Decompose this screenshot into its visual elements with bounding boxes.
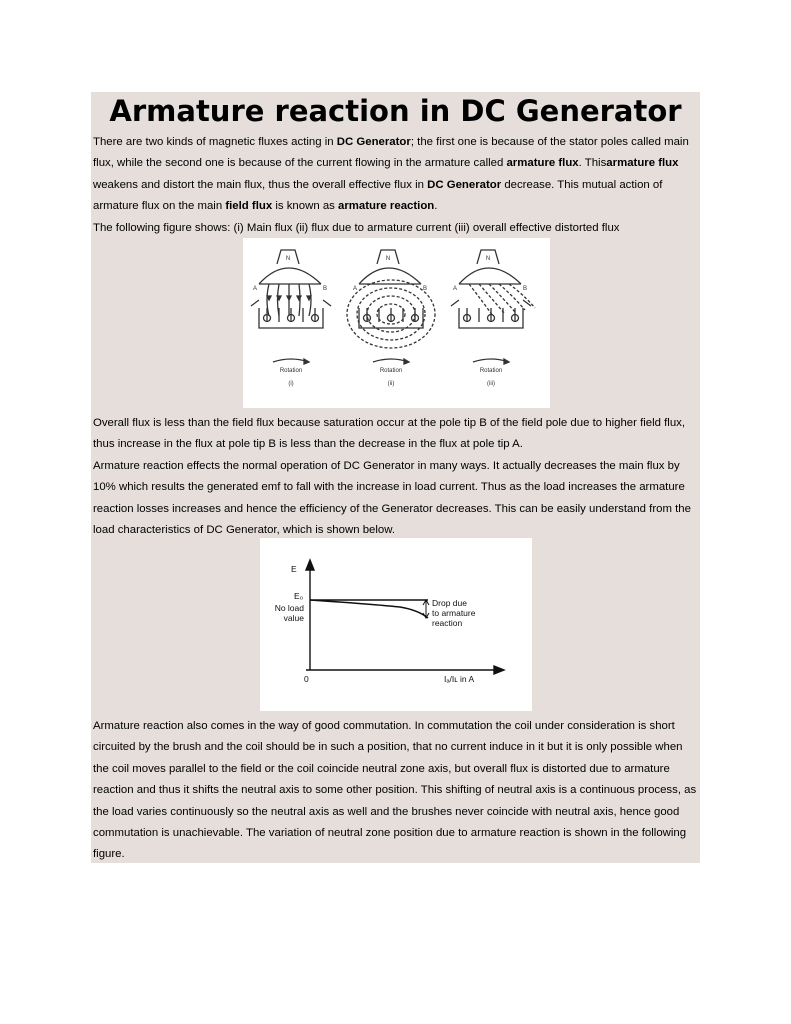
figure-label-i: (i) [288,381,294,387]
diagram-armature-flux [347,250,435,364]
commutation-paragraph: Armature reaction also comes in the way of good commutation. In commutation the coil under consideration is short circuited by the brush and the coil should be in such a position, that no current induce in it but it is only possible when the coil moves parallel to the field or the coil coincide neutral zone axis, but overall flux is distorted due to armature reaction and thus it shifts the neutral axis to some other position. This shifting of neutral axis is a continuous process, as the load varies continuously so the neutral axis as well and the brushes never coincide with neutral axis, hence good commutation is unachievable. The variation of neutral zone position due to armature reaction is shown in the following figure. [93,720,697,861]
rotation-label-2: Rotation [379,368,403,374]
y-axis-arrow [306,560,314,570]
x-axis-label: Iₐ/Iʟ in A [444,674,475,684]
y-axis-label: E [291,564,297,574]
intro-text-4: weakens and distort the main flux, thus the overall effective flux in [93,178,428,191]
intro-bold-4: DC Generator [427,178,502,191]
intro-bold-1: DC Generator [336,136,411,148]
flux-diagrams-svg [243,238,550,408]
pole-label-3: N [485,256,491,262]
drop-label-3: reaction [432,618,463,628]
load-characteristic-svg [260,538,532,711]
tip-b-label-1: B [322,286,328,292]
x-axis-arrow [494,666,504,674]
no-load-label-2: value [283,613,304,623]
intro-text-7: . [434,200,438,213]
diagram-distorted-flux [451,250,535,364]
no-load-label-1: No load [274,603,304,613]
tip-a-label-2: A [352,286,358,292]
intro-text-5: decrease. This mutual action of armature flux on the main [93,178,663,213]
intro-text-3: . This [578,157,607,170]
pole-label-1: N [285,256,291,262]
drop-label-1: Drop due [432,598,467,608]
terminal-voltage-curve [310,600,428,618]
saturation-paragraph: Overall flux is less than the field flux because saturation occur at the pole tip B of the field pole due to higher field flux, thus increase in the flux at pole tip B is less than the decrease in the flux at pole tip A. [93,417,686,451]
intro-text-6: is known as [272,200,339,213]
intro-bold-6: armature reaction [338,200,435,213]
rotation-label-1: Rotation [279,368,303,374]
intro-paragraph [93,132,699,218]
drop-label-2: to armature [432,608,476,618]
figure-caption: The following figure shows: (i) Main flux (ii) flux due to armature current (iii) overall effective distorted flux [93,222,620,234]
intro-bold-2: armature flux [506,157,579,170]
diagram-main-flux [251,250,331,364]
tip-b-label-2: B [422,286,428,292]
intro-bold-3: armature flux [606,157,679,170]
pole-label-2: N [385,256,391,262]
flux-distribution-figure [243,238,550,408]
intro-bold-5: field flux [225,200,273,213]
page-title: Armature reaction in DC Generator [109,94,682,128]
tip-a-label-3: A [452,286,458,292]
e0-label: E₀ [294,591,304,601]
tip-b-label-3: B [522,286,528,292]
rotation-label-3: Rotation [479,368,503,374]
intro-text-2: ; the first one is because of the stator poles called main flux, while the second one is because of the current flowing in the armature called [93,136,689,170]
intro-text-1: There are two kinds of magnetic fluxes acting in [93,136,337,148]
origin-label: 0 [304,674,309,684]
effects-paragraph: Armature reaction effects the normal operation of DC Generator in many ways. It actually decreases the main flux by 10% which results the generated emf to fall with the increase in load current. Thus as the load increases the armature reaction losses increases and hence the efficiency of the Generator decreases. This can be easily understand from the load characteristics of DC Generator, which is shown below. [93,460,691,537]
load-characteristic-figure [260,538,532,711]
figure-label-iii: (iii) [487,381,495,387]
figure-label-ii: (ii) [387,381,395,387]
tip-a-label-1: A [252,286,258,292]
